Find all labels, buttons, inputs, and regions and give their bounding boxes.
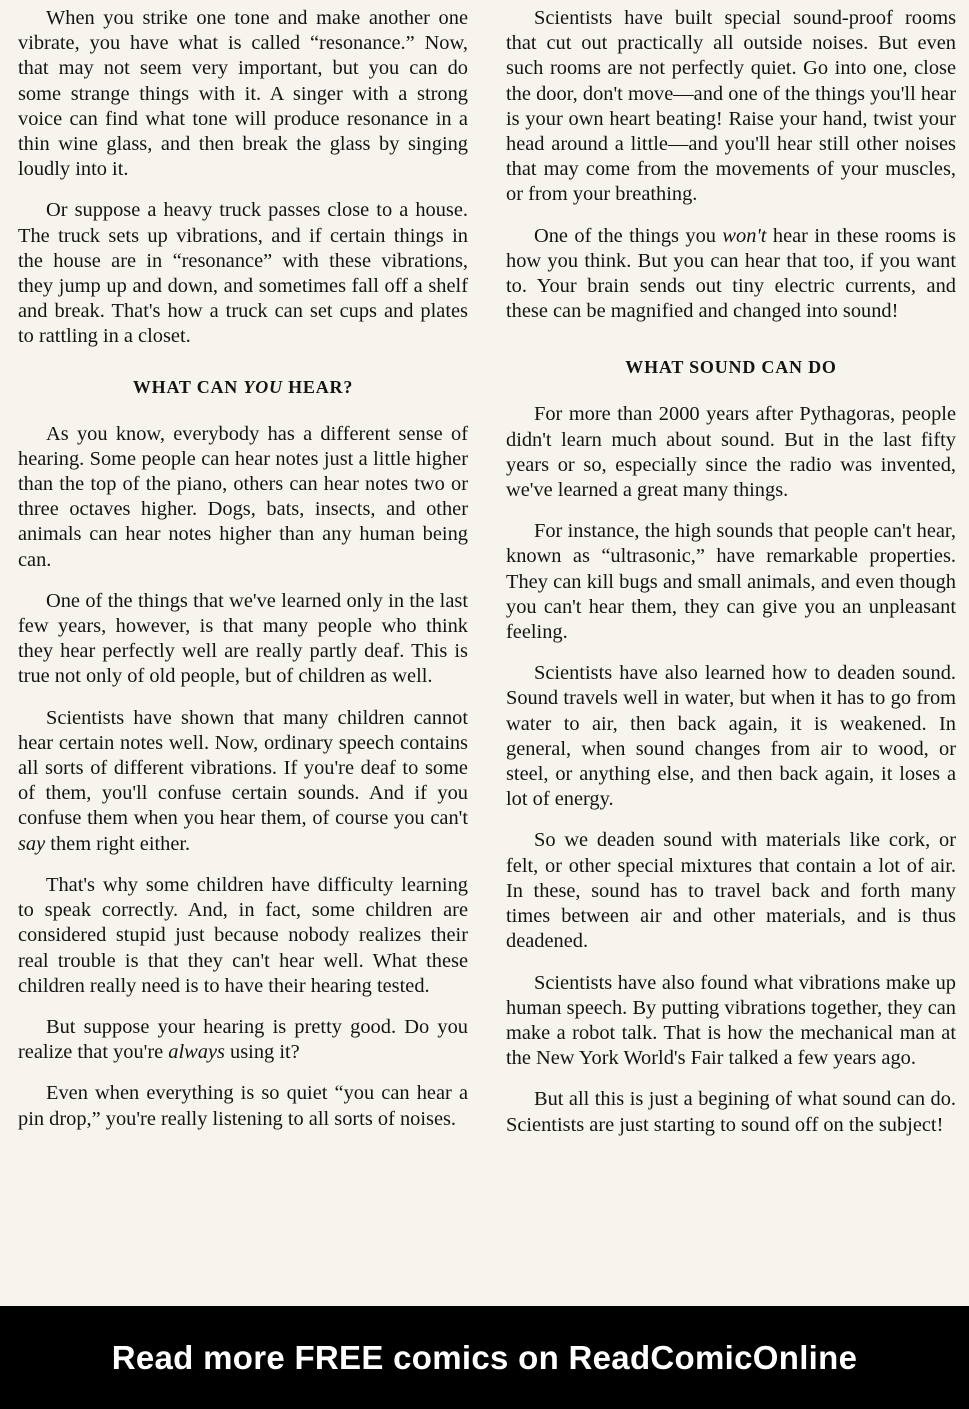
heading-what-can-you-hear [18, 376, 468, 398]
text-emphasis: always [168, 1041, 225, 1064]
paragraph-how-you-think [506, 224, 956, 325]
promo-banner[interactable] [0, 1306, 969, 1409]
text-emphasis: say [18, 832, 46, 855]
paragraph-resonance: When you strike one tone and make another one vibrate, you have what is called “resonance.” Now, that may not seem very important, but you can do some strange things with it. A singer with a strong voice can find what tone will produce resonance in a thin wine glass, and then break the glass by singing loudly into it. [18, 7, 468, 181]
left-column [18, 6, 468, 1148]
text-run: hear in these rooms is how you think. But you can hear that too, if you want to. Your brain sends out tiny electric currents, and these can be magnified and changed into sound! [506, 224, 956, 323]
heading-emphasis: YOU [243, 376, 283, 397]
text-emphasis: won't [722, 224, 767, 247]
paragraph-partly-deaf: One of the things that we've learned only in the last few years, however, is that many people who think they hear perfectly well are really partly deaf. This is true not only of old people, but of children as well. [18, 589, 468, 688]
paragraph-heavy-truck: Or suppose a heavy truck passes close to a house. The truck sets up vibrations, and if certain things in the house are in “resonance” with these vibrations, they jump up and down, and sometimes fall off a shelf and break. That's how a truck can set cups and plates to rattling in a closet. [18, 199, 468, 348]
paragraph-speak-correctly: That's why some children have difficulty learning to speak correctly. And, in fact, some children are considered stupid just because nobody realizes their real trouble is that they can't hear well. What these children really need is to have their hearing tested. [18, 873, 468, 997]
paragraph-pythagoras: For more than 2000 years after Pythagoras, people didn't learn much about sound. But in the last fifty years or so, especially since the radio was invented, we've learned a great many things. [506, 403, 956, 502]
text-run: Scientists have shown that many children cannot hear certain notes well. Now, ordinary speech contains all sorts of different vibrations. If you're deaf to some of them, you'll confuse certain sounds. And if you confuse them when you hear them, of course you can't [18, 706, 468, 830]
paragraph-ultrasonic: For instance, the high sounds that people can't hear, known as “ultrasonic,” have remarkable properties. They can kill bugs and small animals, and even though you can't hear them, they can give you an unpleasant feeling. [506, 520, 956, 644]
heading-what-sound-can-do: WHAT SOUND CAN DO [625, 357, 837, 378]
paragraph-certain-notes [18, 706, 468, 857]
paragraph-materials: So we deaden sound with materials like cork, or felt, or other special mixtures that contain a lot of air. In these, sound has to travel back and forth many times between air and other materials, and is thus deadened. [506, 829, 956, 953]
paragraph-pin-drop: Even when everything is so quiet “you can hear a pin drop,” you're really listening to all sorts of noises. [18, 1082, 468, 1130]
paragraph-always-using-it [18, 1015, 468, 1065]
text-run: them right either. [45, 832, 191, 855]
promo-banner-text[interactable]: Read more FREE comics on ReadComicOnline [111, 1338, 858, 1376]
paragraph-deaden-sound: Scientists have also learned how to deaden sound. Sound travels well in water, but when it has to go from water to air, then back again, it is weakened. In general, when sound changes from air to wood, or steel, or anything else, and then back again, it loses a lot of energy. [506, 662, 956, 811]
paragraph-sound-proof-rooms: Scientists have built special sound-proof rooms that cut out practically all outside noises. But even such rooms are not perfectly quiet. Go into one, close the door, don't move—and one of the things you'll hear is your own heart beating! Raise your hand, twist your head around a little—and you'll hear still other noises that may come from the movements of your muscles, or from your breathing. [506, 7, 956, 206]
heading-part: WHAT CAN [132, 376, 244, 397]
paragraph-beginning: But all this is just a begining of what sound can do. Scientists are just starting to sound off on the subject! [506, 1088, 956, 1136]
right-column [506, 6, 956, 1154]
heading-part: HEAR? [282, 376, 354, 397]
text-run: One of the things you [534, 224, 723, 247]
paragraph-sense-of-hearing: As you know, everybody has a different sense of hearing. Some people can hear notes just a little higher than the top of the piano, others can hear notes two or three octaves higher. Dogs, bats, insects, and other animals can hear notes higher than any human being can. [18, 422, 468, 571]
text-run: But suppose your hearing is pretty good. Do you realize that you're [18, 1015, 468, 1064]
paragraph-robot-talk: Scientists have also found what vibrations make up human speech. By putting vibrations together, they can make a robot talk. That is how the mechanical man at the New York World's Fair talked a few years ago. [506, 971, 956, 1070]
text-run: using it? [224, 1041, 300, 1064]
